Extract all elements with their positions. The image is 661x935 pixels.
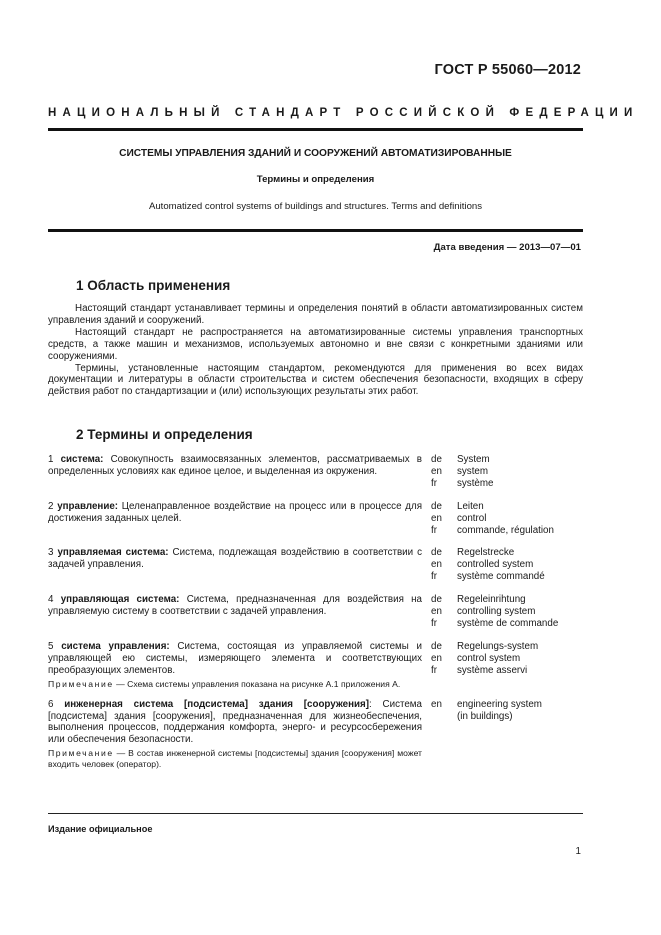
term-definition xyxy=(48,454,422,490)
term-entry xyxy=(48,547,583,583)
term-definition xyxy=(48,547,422,583)
document-title-english: Automatized control systems of buildings and structures. Terms and definitions xyxy=(148,201,483,212)
lang-term: Regeleinrihtung xyxy=(457,594,526,606)
term-definition xyxy=(48,641,422,677)
lang-code: de xyxy=(431,454,442,465)
term-translations xyxy=(431,501,554,537)
edition-label: Издание официальное xyxy=(48,824,153,834)
term-text: : Система [подсистема] здания [сооружения], предназначенная для жизнеобеспечения, выполнения процессов, поддержания комфорта, энерго- и ресурсосбережения или обеспечения безопасности. xyxy=(48,698,422,746)
lang-term: Leiten xyxy=(457,500,484,512)
lang-term: système xyxy=(457,477,494,489)
lang-code: en xyxy=(431,465,442,477)
section-heading-terms: 2 Термины и определения xyxy=(76,427,253,442)
term-name: управление: xyxy=(57,500,119,512)
lang-code: en xyxy=(431,698,442,710)
lang-code: de xyxy=(431,500,442,512)
term-entry xyxy=(48,501,583,537)
term-text: Система, состоящая из управляемой системы и управляющей ею системы, измеряющего элемента и соответствующих преобразующих элементов. xyxy=(48,640,422,676)
term-name: инженерная система [подсистема] здания [сооружения] xyxy=(64,698,370,710)
term-number: 4 xyxy=(48,594,54,606)
lang-term: control xyxy=(457,512,487,524)
bottom-rule xyxy=(48,229,583,232)
national-standard-banner: НАЦИОНАЛЬНЫЙ СТАНДАРТ РОССИЙСКОЙ ФЕДЕРАЦИИ xyxy=(48,107,639,119)
term-name: управляющая система: xyxy=(60,594,180,606)
lang-code xyxy=(431,711,457,723)
gost-code: ГОСТ Р 55060—2012 xyxy=(434,62,581,78)
lang-code: de xyxy=(431,547,442,559)
term-translations xyxy=(431,594,558,630)
term-definition xyxy=(48,699,422,747)
term-translations xyxy=(431,454,493,490)
document-subtitle: Термины и определения xyxy=(256,174,375,185)
lang-term: system xyxy=(457,465,489,477)
lang-code: fr xyxy=(431,617,437,629)
top-rule xyxy=(48,128,583,131)
term-name: система: xyxy=(60,454,104,465)
lang-term: Regelungs-system xyxy=(457,640,539,652)
terms-list xyxy=(48,454,583,770)
lang-code: en xyxy=(431,606,442,618)
note-text: — В состав инженерной системы [подсистемы] здания [сооружения] может входить человек (оператор). xyxy=(48,748,422,770)
lang-term: System xyxy=(457,454,490,465)
scope-paragraph: Настоящий стандарт устанавливает термины и определения понятий в области автоматизированных систем управления зданий и сооружений. xyxy=(48,303,583,326)
term-number: 6 xyxy=(48,698,54,710)
section-heading-scope: 1 Область применения xyxy=(76,278,231,293)
term-translations xyxy=(431,547,545,583)
term-entry xyxy=(48,454,583,490)
document-title: СИСТЕМЫ УПРАВЛЕНИЯ ЗДАНИЙ И СООРУЖЕНИЙ АВТОМАТИЗИРОВАННЫЕ xyxy=(119,148,512,159)
lang-term: système asservi xyxy=(457,664,528,676)
term-entry xyxy=(48,641,583,677)
lang-code: fr xyxy=(431,571,437,583)
lang-code: de xyxy=(431,594,442,606)
term-translations xyxy=(431,699,542,747)
term-text: Совокупность взаимосвязанных элементов, рассматриваемых в определенных условиях как единое целое, и выделенная из окружения. xyxy=(48,454,422,477)
term-name: система управления: xyxy=(61,640,170,652)
term-translations xyxy=(431,641,538,677)
term-entry xyxy=(48,699,583,747)
lang-code: en xyxy=(431,512,442,524)
term-text: Целенаправленное воздействие на процесс или в процессе для достижения заданных целей. xyxy=(48,500,422,524)
scope-paragraph: Термины, установленные настоящим стандартом, рекомендуются для применения во всех видах документации и литературы в области строительства и систем обеспечения безопасности, входящих в сферу действия работ по стандартизации и (или) использующих результаты этих работ. xyxy=(48,362,583,398)
scope-paragraph: Настоящий стандарт не распространяется на автоматизированные системы управления транспортных средств, а также машин и механизмов, используемых автономно и вне связи с конкретными зданиями или сооружениями. xyxy=(48,326,583,362)
lang-term: commande, régulation xyxy=(457,524,554,536)
lang-term: engineering system xyxy=(457,698,542,710)
lang-term: système de commande xyxy=(457,617,559,629)
note-text: — Схема системы управления показана на рисунке А.1 приложения А. xyxy=(113,678,401,689)
page-number: 1 xyxy=(575,846,581,857)
term-definition xyxy=(48,501,422,537)
lang-term: controlled system xyxy=(457,559,534,571)
footer-separator xyxy=(48,813,583,814)
term-text: Система, подлежащая воздействию в соответствии с задачей управления. xyxy=(48,547,422,571)
note-label: Примечание xyxy=(48,678,114,689)
lang-term: control system xyxy=(457,652,521,664)
term-text: Система, предназначенная для воздействия на управляемую систему в соответствии с задачей управления. xyxy=(48,594,423,618)
lang-term: Regelstrecke xyxy=(457,547,515,559)
note-label: Примечание xyxy=(48,748,114,759)
lang-code: en xyxy=(431,559,442,571)
lang-term: (in buildings) xyxy=(457,710,513,722)
introduction-date: Дата введения — 2013—07—01 xyxy=(433,242,581,253)
term-number: 5 xyxy=(48,640,54,652)
term-number: 3 xyxy=(48,547,54,559)
lang-code: fr xyxy=(431,477,437,489)
scope-paragraphs xyxy=(48,303,583,398)
lang-code: fr xyxy=(431,524,437,536)
term-name: управляемая система: xyxy=(57,547,169,559)
lang-code: en xyxy=(431,652,442,664)
lang-term: système commandé xyxy=(457,571,545,583)
term-note xyxy=(48,679,422,690)
term-note xyxy=(48,748,422,770)
term-number: 2 xyxy=(48,500,54,512)
term-entry xyxy=(48,594,583,630)
term-definition xyxy=(48,594,422,630)
term-number: 1 xyxy=(48,454,54,465)
lang-term: controlling system xyxy=(457,606,536,618)
lang-code: fr xyxy=(431,664,437,676)
lang-code: de xyxy=(431,640,442,652)
